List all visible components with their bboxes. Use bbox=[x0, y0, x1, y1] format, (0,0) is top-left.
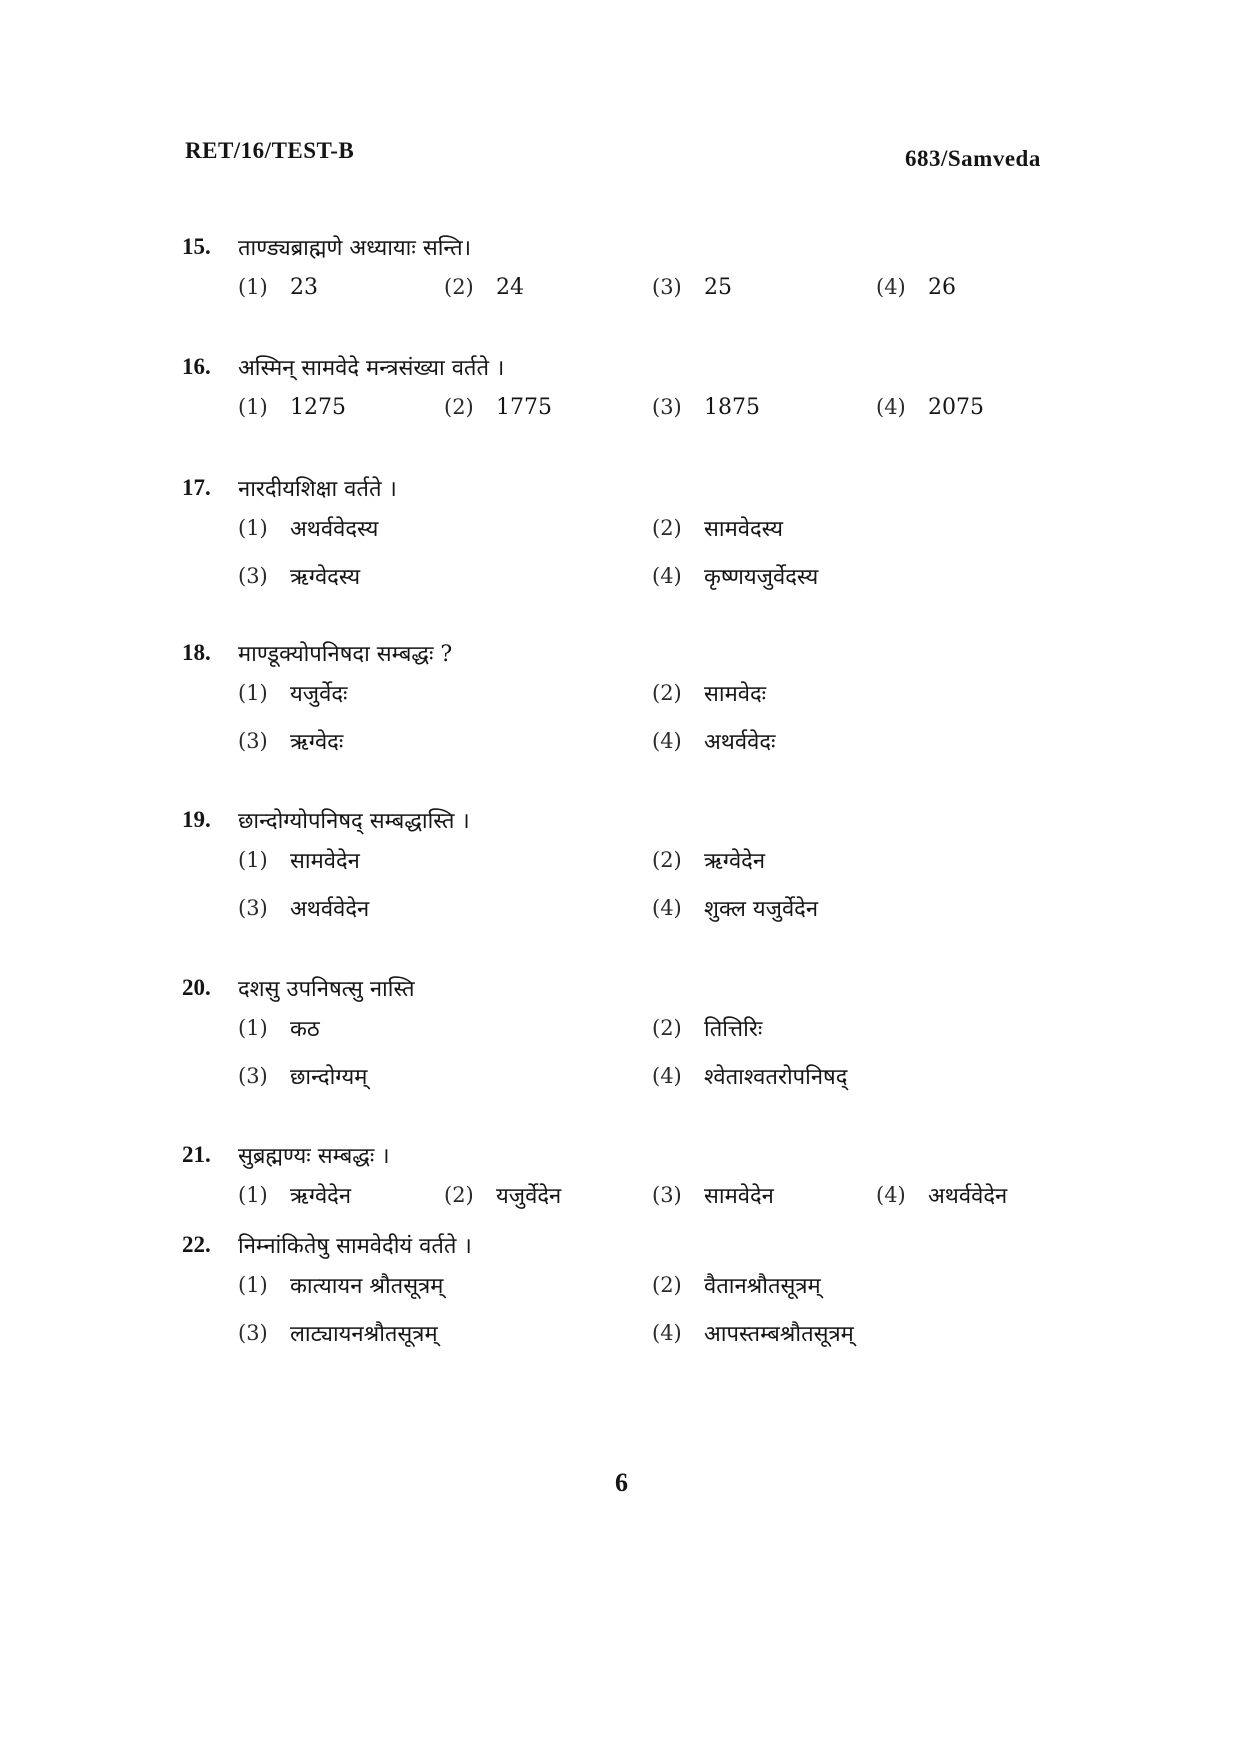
option-4 bbox=[652, 1313, 854, 1353]
option-number: (4) bbox=[652, 896, 682, 920]
option-2 bbox=[652, 1008, 762, 1048]
question-number: 20. bbox=[182, 975, 211, 1000]
question-22 bbox=[182, 1225, 1082, 1361]
question-number: 21. bbox=[182, 1142, 211, 1167]
question-text: निम्नांकितेषु सामवेदीयं वर्तते । bbox=[238, 1234, 472, 1259]
option-number: (4) bbox=[652, 564, 682, 588]
option-number: (2) bbox=[652, 516, 682, 540]
question-number: 15. bbox=[182, 234, 211, 259]
option-number: (4) bbox=[876, 1183, 906, 1207]
option-3 bbox=[238, 721, 343, 761]
option-number: (3) bbox=[238, 1064, 268, 1088]
question-text: दशसु उपनिषत्सु नास्ति bbox=[238, 977, 415, 1002]
option-text: सामवेदः bbox=[704, 682, 767, 707]
option-text: 25 bbox=[704, 274, 732, 300]
option-text: ऋग्वेदः bbox=[290, 730, 344, 755]
option-text: ऋग्वेदस्य bbox=[290, 565, 361, 590]
option-number: (2) bbox=[652, 848, 682, 872]
option-text: यजुर्वेदः bbox=[290, 682, 348, 707]
option-number: (2) bbox=[652, 1016, 682, 1040]
option-text: अथर्ववेदेन bbox=[928, 1184, 1008, 1209]
option-number: (4) bbox=[652, 1321, 682, 1345]
option-number: (3) bbox=[652, 275, 682, 299]
option-text: तित्तिरिः bbox=[704, 1017, 763, 1042]
option-text: सामवेदेन bbox=[704, 1184, 774, 1209]
option-3 bbox=[238, 888, 369, 928]
option-number: (1) bbox=[238, 681, 268, 705]
option-text: 2075 bbox=[928, 394, 984, 420]
option-text: कठ bbox=[290, 1017, 320, 1042]
option-2 bbox=[444, 267, 524, 307]
option-3 bbox=[652, 387, 760, 427]
option-4 bbox=[652, 721, 775, 761]
option-number: (3) bbox=[238, 729, 268, 753]
option-3 bbox=[238, 556, 360, 596]
option-text: अथर्ववेदेन bbox=[290, 897, 370, 922]
option-1 bbox=[238, 673, 347, 713]
option-number: (1) bbox=[238, 516, 268, 540]
option-3 bbox=[238, 1056, 367, 1096]
option-3 bbox=[238, 1313, 438, 1353]
option-2 bbox=[444, 1175, 561, 1215]
option-1 bbox=[238, 267, 318, 307]
option-number: (2) bbox=[444, 395, 474, 419]
option-text: 1875 bbox=[704, 394, 760, 420]
option-text: ऋग्वेदेन bbox=[290, 1184, 352, 1209]
option-number: (3) bbox=[652, 395, 682, 419]
question-text: ताण्ड्यब्राह्मणे अध्यायाः सन्ति। bbox=[238, 236, 472, 261]
subject-code: 683/Samveda bbox=[905, 146, 1041, 171]
option-1 bbox=[238, 840, 360, 880]
option-number: (4) bbox=[876, 395, 906, 419]
question-16 bbox=[182, 347, 1082, 435]
option-3 bbox=[652, 1175, 774, 1215]
option-4 bbox=[876, 387, 984, 427]
question-number: 22. bbox=[182, 1232, 211, 1257]
option-text: अथर्ववेदः bbox=[704, 730, 776, 755]
question-19 bbox=[182, 800, 1082, 936]
question-text: माण्डूक्योपनिषदा सम्बद्धः ? bbox=[238, 642, 453, 667]
option-number: (1) bbox=[238, 1183, 268, 1207]
option-text: शुक्ल यजुर्वेदेन bbox=[704, 897, 819, 922]
question-text: सुब्रह्मण्यः सम्बद्धः । bbox=[238, 1144, 390, 1169]
option-text: 26 bbox=[928, 274, 956, 300]
option-text: 24 bbox=[496, 274, 524, 300]
question-20 bbox=[182, 968, 1082, 1104]
question-17 bbox=[182, 468, 1082, 604]
option-number: (1) bbox=[238, 275, 268, 299]
option-1 bbox=[238, 1265, 443, 1305]
option-2 bbox=[652, 673, 766, 713]
question-text: छान्दोग्योपनिषद् सम्बद्धास्ति । bbox=[238, 809, 470, 834]
option-2 bbox=[652, 1265, 821, 1305]
option-2 bbox=[652, 508, 783, 548]
option-text: 1275 bbox=[290, 394, 346, 420]
option-number: (2) bbox=[444, 275, 474, 299]
option-2 bbox=[652, 840, 765, 880]
option-4 bbox=[876, 1175, 1007, 1215]
question-number: 17. bbox=[182, 475, 211, 500]
option-text: वैतानश्रौतसूत्रम् bbox=[704, 1274, 821, 1299]
option-number: (3) bbox=[238, 896, 268, 920]
option-number: (1) bbox=[238, 395, 268, 419]
option-number: (1) bbox=[238, 1016, 268, 1040]
option-number: (1) bbox=[238, 848, 268, 872]
option-4 bbox=[876, 267, 956, 307]
option-1 bbox=[238, 1008, 320, 1048]
option-1 bbox=[238, 1175, 351, 1215]
option-text: 1775 bbox=[496, 394, 552, 420]
question-number: 16. bbox=[182, 354, 211, 379]
option-text: श्वेताश्वतरोपनिषद् bbox=[704, 1065, 848, 1090]
option-text: आपस्तम्बश्रौतसूत्रम् bbox=[704, 1322, 854, 1347]
option-text: लाट्यायनश्रौतसूत्रम् bbox=[290, 1322, 438, 1347]
question-18 bbox=[182, 633, 1082, 769]
option-number: (2) bbox=[444, 1183, 474, 1207]
option-text: कृष्णयजुर्वेदस्य bbox=[704, 565, 819, 590]
option-number: (3) bbox=[652, 1183, 682, 1207]
option-text: छान्दोग्यम् bbox=[290, 1065, 368, 1090]
option-2 bbox=[444, 387, 552, 427]
option-text: यजुर्वेदेन bbox=[496, 1184, 562, 1209]
question-text: अस्मिन् सामवेदे मन्त्रसंख्या वर्तते । bbox=[238, 356, 505, 381]
option-text: ऋग्वेदेन bbox=[704, 849, 766, 874]
question-15 bbox=[182, 227, 1082, 315]
option-number: (2) bbox=[652, 1273, 682, 1297]
paper-code: RET/16/TEST-B bbox=[185, 138, 355, 163]
option-text: कात्यायन श्रौतसूत्रम् bbox=[290, 1274, 444, 1299]
option-1 bbox=[238, 387, 346, 427]
option-text: 23 bbox=[290, 274, 318, 300]
page-number: 6 bbox=[615, 1468, 628, 1497]
option-number: (1) bbox=[238, 1273, 268, 1297]
option-3 bbox=[652, 267, 732, 307]
option-4 bbox=[652, 1056, 847, 1096]
question-number: 18. bbox=[182, 640, 211, 665]
option-number: (3) bbox=[238, 564, 268, 588]
option-text: सामवेदस्य bbox=[704, 517, 783, 542]
option-number: (4) bbox=[652, 1064, 682, 1088]
option-number: (3) bbox=[238, 1321, 268, 1345]
option-number: (4) bbox=[876, 275, 906, 299]
option-4 bbox=[652, 556, 818, 596]
option-text: अथर्ववेदस्य bbox=[290, 517, 379, 542]
question-21 bbox=[182, 1135, 1082, 1215]
question-number: 19. bbox=[182, 807, 211, 832]
option-number: (2) bbox=[652, 681, 682, 705]
question-text: नारदीयशिक्षा वर्तते । bbox=[238, 477, 397, 502]
option-number: (4) bbox=[652, 729, 682, 753]
option-text: सामवेदेन bbox=[290, 849, 360, 874]
option-1 bbox=[238, 508, 378, 548]
option-4 bbox=[652, 888, 818, 928]
